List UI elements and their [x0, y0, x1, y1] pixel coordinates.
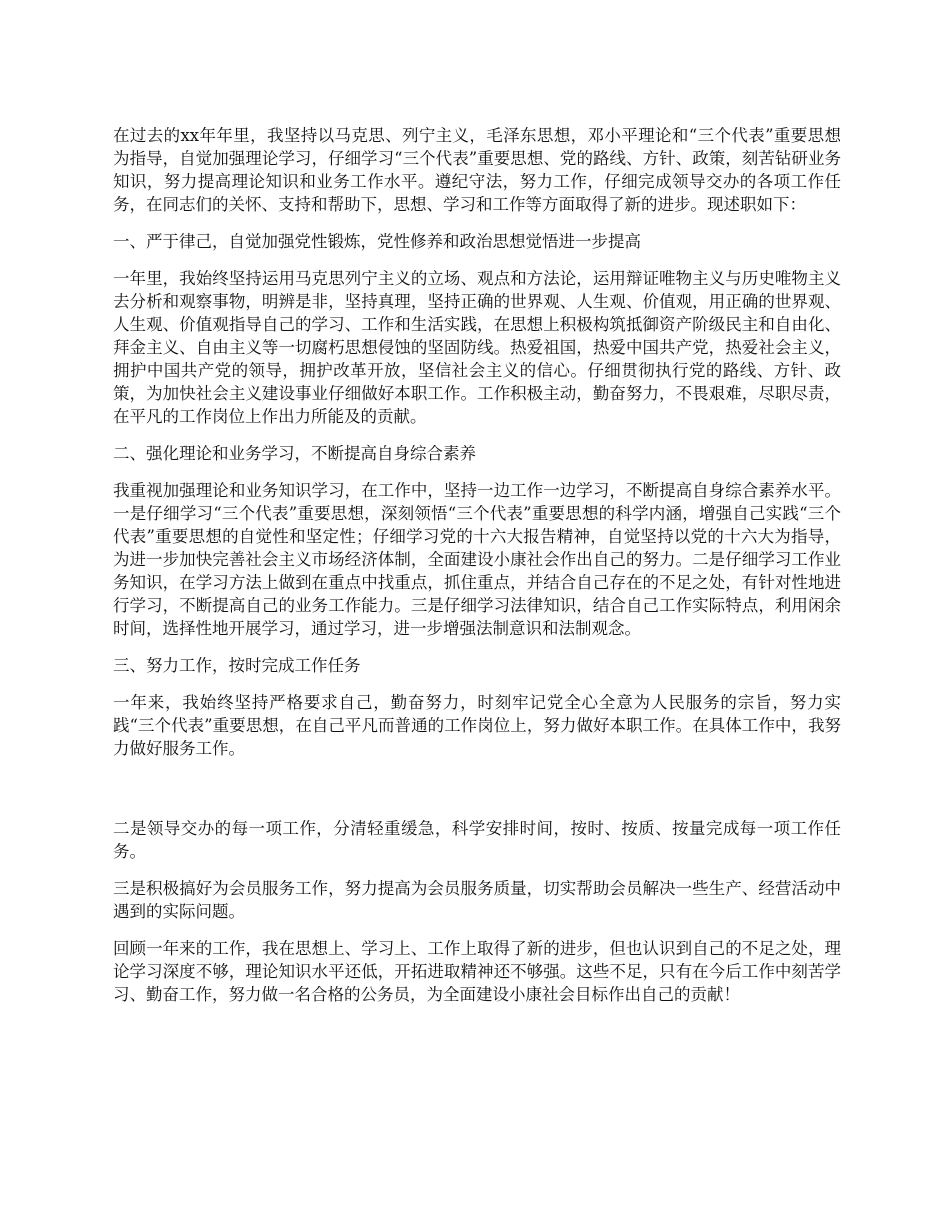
- section-1-paragraph: 一年里，我始终坚持运用马克思列宁主义的立场、观点和方法论，运用辩证唯物主义与历史唯物主义去分析和观察事物，明辨是非，坚持真理，坚持正确的世界观、人生观、价值观，用正确的世界观、人生观、价值观指导自己的学习、工作和生活实践，在思想上积极构筑抵御资产阶级民主和自由化、拜金主义、自由主义等一切腐朽思想侵蚀的坚固防线。热爱祖国，热爱中国共产党，热爱社会主义，拥护中国共产党的领导，拥护改革开放，坚信社会主义的信心。仔细贯彻执行党的路线、方针、政策，为加快社会主义建设事业仔细做好本职工作。工作积极主动，勤奋努力，不畏艰难，尽职尽责，在平凡的工作岗位上作出力所能及的贡献。: [113, 269, 841, 426]
- section-3-paragraph: 一年来，我始终坚持严格要求自己，勤奋努力，时刻牢记党全心全意为人民服务的宗旨，努力实践“三个代表”重要思想，在自己平凡而普通的工作岗位上，努力做好本职工作。在具体工作中，我努力做好服务工作。: [113, 693, 841, 758]
- point-two-paragraph: 二是领导交办的每一项工作，分清轻重缓急，科学安排时间，按时、按质、按量完成每一项工作任务。: [113, 819, 841, 861]
- blank-spacer: [113, 774, 841, 817]
- conclusion-paragraph: 回顾一年来的工作，我在思想上、学习上、工作上取得了新的进步，但也认识到自己的不足之处，理论学习深度不够，理论知识水平还低，开拓进取精神还不够强。这些不足，只有在今后工作中刻苦学习、勤奋工作，努力做一名合格的公务员，为全面建设小康社会目标作出自己的贡献！: [113, 939, 841, 1004]
- section-2-paragraph: 我重视加强理论和业务知识学习，在工作中，坚持一边工作一边学习，不断提高自身综合素养水平。一是仔细学习“三个代表”重要思想，深刻领悟“三个代表”重要思想的科学内涵，增强自己实践“三个代表”重要思想的自觉性和坚定性；仔细学习党的十六大报告精神，自觉坚持以党的十六大为指导，为进一步加快完善社会主义市场经济体制，全面建设小康社会作出自己的努力。二是仔细学习工作业务知识，在学习方法上做到在重点中找重点，抓住重点，并结合自己存在的不足之处，有针对性地进行学习，不断提高自己的业务工作能力。三是仔细学习法律知识，结合自己工作实际特点，利用闲余时间，选择性地开展学习，通过学习，进一步增强法制意识和法制观念。: [113, 481, 841, 638]
- intro-paragraph: 在过去的xx年年里，我坚持以马克思、列宁主义，毛泽东思想，邓小平理论和“三个代表”重要思想为指导，自觉加强理论学习，仔细学习“三个代表”重要思想、党的路线、方针、政策，刻苦钻研业务知识，努力提高理论知识和业务工作水平。遵纪守法，努力工作，仔细完成领导交办的各项工作任务，在同志们的关怀、支持和帮助下，思想、学习和工作等方面取得了新的进步。现述职如下：: [113, 126, 841, 214]
- section-heading-3: 三、努力工作，按时完成工作任务: [113, 656, 361, 675]
- section-heading-1: 一、严于律己，自觉加强党性锻炼，党性修养和政治思想觉悟进一步提高: [113, 232, 641, 251]
- point-three-paragraph: 三是积极搞好为会员服务工作，努力提高为会员服务质量，切实帮助会员解决一些生产、经营活动中遇到的实际问题。: [113, 879, 841, 921]
- document-body: [113, 124, 841, 1020]
- section-heading-2: 二、强化理论和业务学习，不断提高自身综合素养: [113, 444, 476, 463]
